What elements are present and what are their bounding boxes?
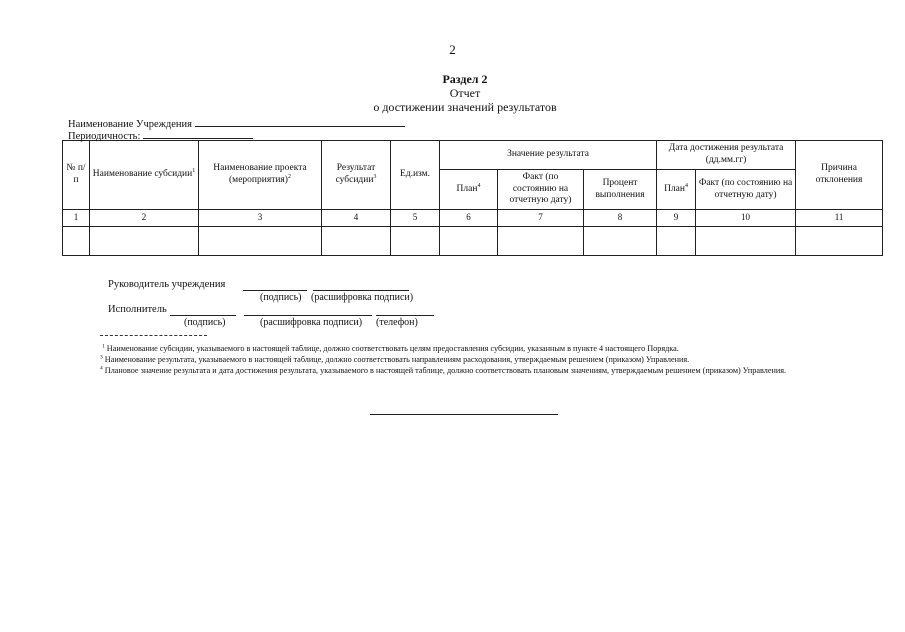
footnote-4: $^4$ Плановое значение результата и дата достижения результата, указываемого в настоящей таблице, должно соответствовать плановым значениям, утверждаемым решением (приказом) Управления.	[100, 365, 787, 375]
header-group-value: Значение результата	[440, 141, 657, 170]
header-group-date: Дата достижения результата (дд.мм.гг)	[657, 141, 796, 170]
header-num: № п/ п	[63, 141, 90, 210]
page-number: 2	[449, 42, 456, 57]
table-cell[interactable]	[322, 227, 391, 256]
head-signature-line[interactable]	[243, 290, 307, 291]
header-project: Наименование проекта (мероприятия)$^2$	[199, 141, 322, 210]
institution-label: Наименование Учреждения	[68, 119, 192, 130]
periodicity-blank[interactable]	[143, 128, 253, 139]
executor-decoding-line[interactable]	[244, 315, 372, 316]
report-title: Отчет	[449, 86, 481, 100]
executor-decoding-caption: (расшифровка подписи)	[260, 317, 363, 328]
head-signature-caption: (подпись)	[260, 292, 302, 303]
table-cell[interactable]	[696, 227, 796, 256]
col-number: 2	[90, 210, 199, 227]
table-cell[interactable]	[440, 227, 498, 256]
col-number: 8	[584, 210, 657, 227]
institution-blank[interactable]	[195, 116, 405, 127]
column-numbers-row	[63, 210, 883, 227]
results-table	[62, 140, 883, 256]
executor-signature-caption: (подпись)	[184, 317, 226, 328]
table-cell[interactable]	[199, 227, 322, 256]
header-fact: Факт (по состоянию на отчетную дату)	[498, 170, 584, 210]
col-number: 1	[63, 210, 90, 227]
header-fact-date: Факт (по состоянию на отчетную дату)	[696, 170, 796, 210]
executor-phone-caption: (телефон)	[376, 317, 418, 328]
footnote-3: $^3$ Наименование результата, указываемого в настоящей таблице, должно соответствовать направлениям расходования, утверждаемым решением (приказом) Управления.	[100, 354, 690, 364]
header-subsidy: Наименование субсидии$^1$	[90, 141, 199, 210]
table-cell[interactable]	[796, 227, 883, 256]
table-cell[interactable]	[90, 227, 199, 256]
col-number: 6	[440, 210, 498, 227]
footnote-1: $^1$ Наименование субсидии, указываемого в настоящей таблице, должно соответствовать целям предоставления субсидии, указанным в пункте 4 настоящего Порядка.	[102, 343, 679, 353]
col-number: 10	[696, 210, 796, 227]
report-subtitle: о достижении значений результатов	[373, 100, 557, 114]
header-plan: План$^4$	[440, 170, 498, 210]
col-number: 5	[391, 210, 440, 227]
col-number: 9	[657, 210, 696, 227]
end-rule	[370, 414, 558, 415]
header-result: Результат субсидии$^3$	[322, 141, 391, 210]
table-cell[interactable]	[657, 227, 696, 256]
executor-signature-line[interactable]	[170, 315, 236, 316]
periodicity-label: Периодичность:	[68, 131, 141, 142]
section-title: Раздел 2	[442, 72, 488, 86]
col-number: 4	[322, 210, 391, 227]
header-percent: Процент выполнения	[584, 170, 657, 210]
head-label: Руководитель учреждения	[108, 279, 226, 290]
head-decoding-line[interactable]	[313, 290, 409, 291]
header-plan-date: План$^4$	[657, 170, 696, 210]
head-decoding-caption: (расшифровка подписи)	[311, 292, 414, 303]
table-cell[interactable]	[63, 227, 90, 256]
table-cell[interactable]	[498, 227, 584, 256]
col-number: 7	[498, 210, 584, 227]
col-number: 3	[199, 210, 322, 227]
col-number: 11	[796, 210, 883, 227]
table-cell[interactable]	[584, 227, 657, 256]
executor-phone-line[interactable]	[376, 315, 434, 316]
header-reason: Причина отклонения	[796, 141, 883, 210]
data-row	[63, 227, 883, 256]
table-cell[interactable]	[391, 227, 440, 256]
header-unit: Ед.изм.	[391, 141, 440, 210]
footnote-separator	[100, 335, 207, 336]
executor-label: Исполнитель	[108, 304, 167, 315]
